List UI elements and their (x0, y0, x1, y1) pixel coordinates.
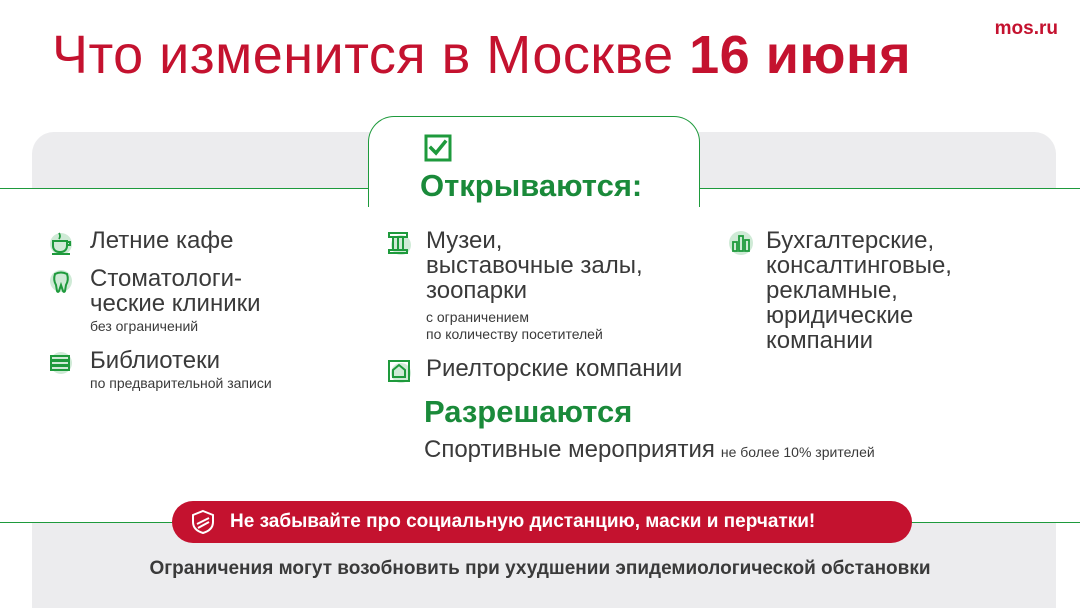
list-item-realtors (386, 356, 682, 381)
item-note-line-1: с ограничением (426, 309, 529, 325)
item-label-line-2: выставочные залы, (426, 252, 643, 279)
list-item-summer-cafes (48, 228, 233, 253)
item-label-line-2: ческие клиники (90, 290, 261, 317)
title-date: 16 июня (689, 25, 912, 85)
books-icon (48, 350, 74, 376)
item-label: Риелторские компании (426, 355, 683, 382)
list-item-sports-events (424, 436, 875, 464)
item-label-line-1: Бухгалтерские, (766, 227, 935, 254)
list-item-dental-clinics (48, 266, 261, 335)
shield-icon (190, 509, 216, 535)
mos-ru-logo: mos.ru (994, 18, 1058, 39)
item-note: по предварительной записи (90, 375, 272, 391)
page-title (52, 24, 911, 86)
title-main: Что изменится в Москве (52, 25, 690, 85)
item-label: Летние кафе (90, 227, 234, 254)
item-label-line-1: Стоматологи- (90, 265, 243, 292)
open-heading: Открываются: (420, 168, 643, 203)
list-item-museums (386, 228, 643, 343)
allowed-heading: Разрешаются (424, 394, 633, 429)
bar-chart-icon (728, 230, 754, 256)
item-label-line-2: консалтинговые, (766, 252, 952, 279)
item-note-line-2: по количеству посетителей (426, 326, 603, 342)
tooth-icon (48, 268, 74, 294)
sports-note: не более 10% зрителей (720, 444, 875, 460)
item-label-line-5: компании (766, 327, 874, 354)
item-label: Библиотеки (90, 347, 221, 374)
item-label-line-4: юридические (766, 302, 914, 329)
reminder-text: Не забывайте про социальную дистанцию, маски и перчатки! (230, 511, 816, 532)
coffee-cup-icon (48, 230, 74, 256)
item-label-line-1: Музеи, (426, 227, 503, 254)
checkbox-icon (424, 134, 452, 162)
footer-note: Ограничения могут возобновить при ухудшении эпидемиологической обстановки (149, 558, 931, 579)
list-item-consulting-companies (728, 228, 952, 353)
item-note: без ограничений (90, 318, 199, 334)
museum-column-icon (386, 230, 412, 256)
house-icon (386, 358, 412, 384)
item-label-line-3: рекламные, (766, 277, 898, 304)
list-item-libraries (48, 348, 272, 392)
reminder-banner (172, 501, 912, 543)
sports-label: Спортивные мероприятия (424, 436, 715, 463)
item-label-line-3: зоопарки (426, 277, 528, 304)
